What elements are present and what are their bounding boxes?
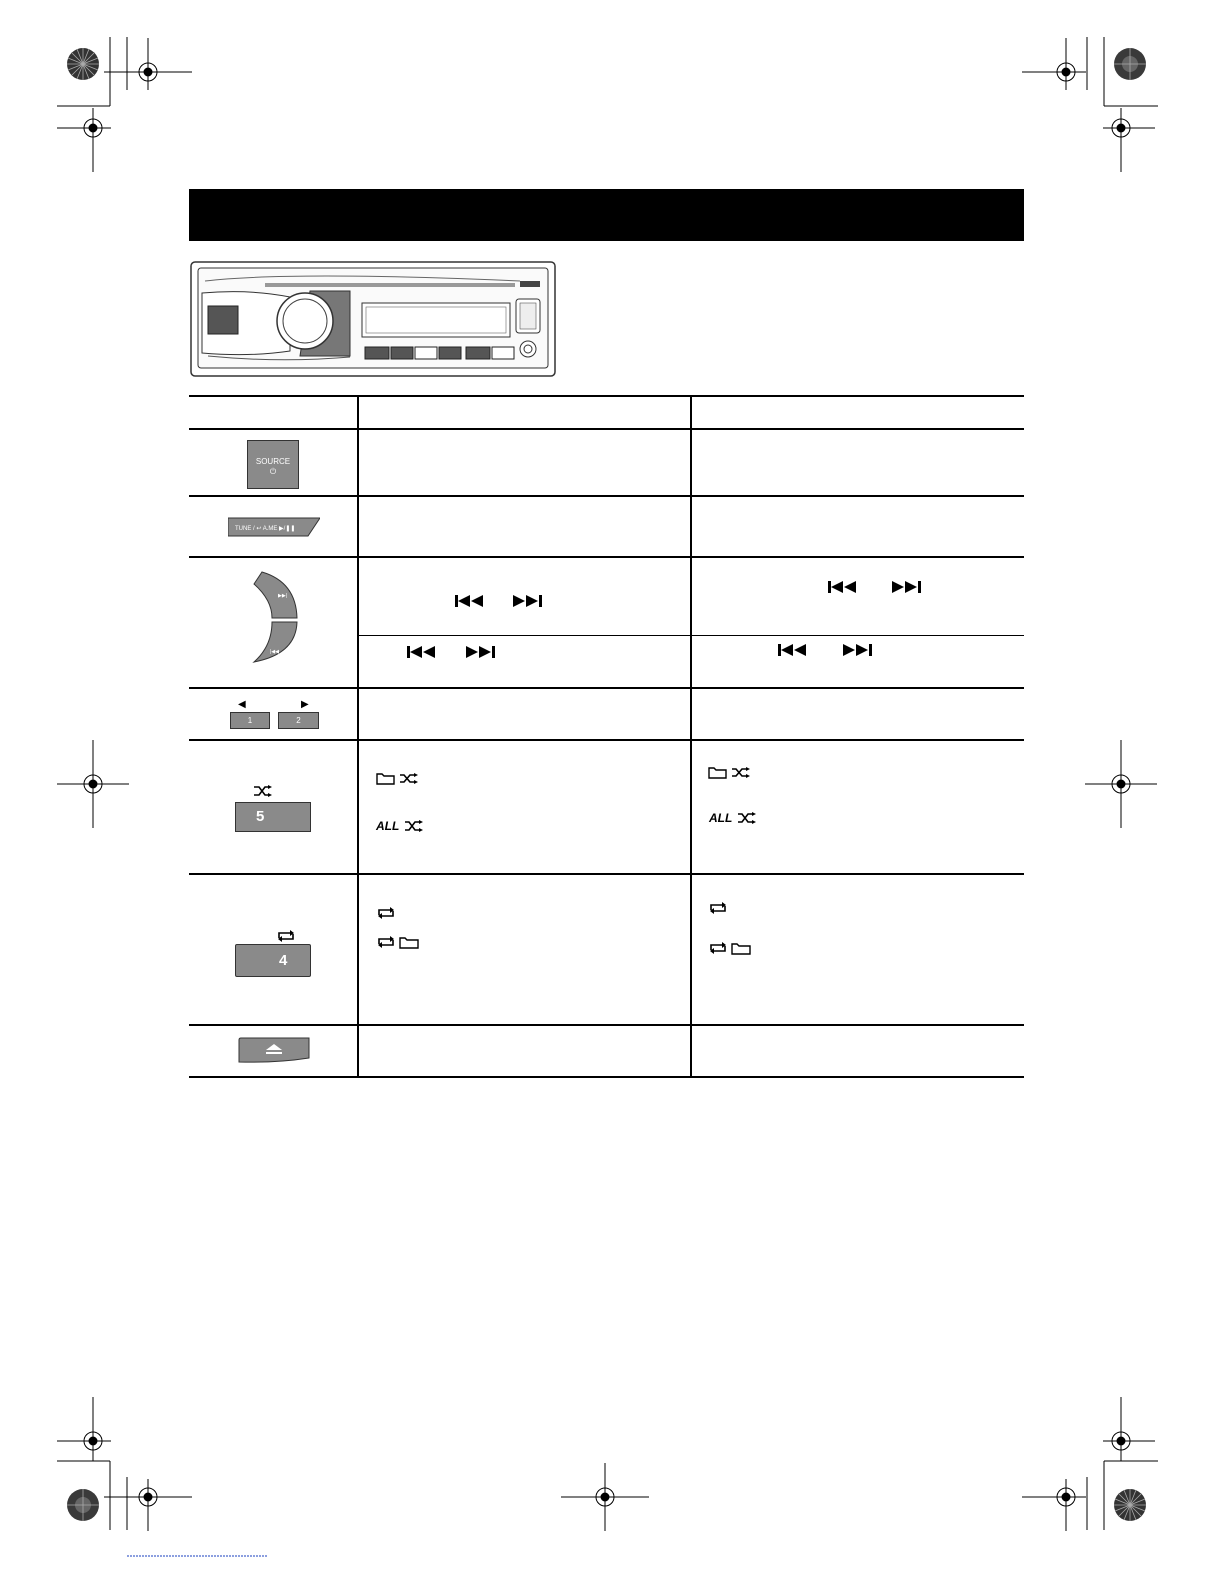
previous-icon bbox=[828, 580, 858, 594]
table-rule bbox=[189, 739, 1024, 741]
preset-2-label: 2 bbox=[296, 716, 301, 725]
repeat-icon bbox=[276, 930, 296, 942]
next-icon bbox=[466, 645, 496, 659]
svg-text:|◀◀: |◀◀ bbox=[270, 649, 279, 655]
shuffle-5-button[interactable] bbox=[235, 802, 311, 832]
previous-icon bbox=[778, 643, 808, 657]
car-stereo-illustration bbox=[190, 261, 556, 377]
next-icon bbox=[843, 643, 873, 657]
shuffle-5-label: 5 bbox=[256, 808, 265, 825]
table-rule bbox=[189, 1024, 1024, 1026]
previous-icon bbox=[407, 645, 437, 659]
next-icon bbox=[513, 594, 543, 608]
previous-icon bbox=[455, 594, 485, 608]
all-shuffle-label: ALL bbox=[709, 811, 733, 825]
shuffle-icon bbox=[738, 812, 758, 824]
repeat-icon bbox=[708, 902, 728, 914]
preset-1-label: 1 bbox=[247, 716, 253, 725]
section-title-bar bbox=[189, 189, 1024, 241]
previous-track-button[interactable] bbox=[254, 622, 297, 662]
svg-text:▶▶|: ▶▶| bbox=[278, 593, 287, 599]
preset-1-arrow: ◀ bbox=[238, 699, 246, 710]
repeat-icon bbox=[376, 907, 396, 919]
repeat-4-label: 4 bbox=[279, 952, 288, 969]
source-label: SOURCE bbox=[255, 457, 291, 466]
tune-button-label: TUNE / ↩ A.ME ▶/❚❚ bbox=[235, 526, 296, 532]
table-rule bbox=[189, 495, 1024, 497]
skip-buttons[interactable] bbox=[250, 570, 300, 664]
repeat-4-button[interactable] bbox=[235, 944, 311, 977]
eject-button[interactable] bbox=[237, 1036, 311, 1064]
table-divider bbox=[357, 395, 359, 1078]
section-title bbox=[189, 204, 205, 226]
shuffle-icon bbox=[254, 785, 272, 797]
preset-1-button[interactable] bbox=[230, 712, 270, 729]
table-rule bbox=[189, 1076, 1024, 1078]
next-icon bbox=[892, 580, 922, 594]
table-rule bbox=[189, 428, 1024, 430]
folder-shuffle-icon bbox=[708, 765, 752, 779]
folder-shuffle-icon bbox=[376, 771, 420, 785]
all-shuffle-label: ALL bbox=[376, 819, 400, 833]
repeat-folder-icon bbox=[376, 935, 422, 949]
next-track-button[interactable] bbox=[254, 572, 297, 618]
table-rule bbox=[189, 556, 1024, 558]
table-rule bbox=[189, 687, 1024, 689]
shuffle-icon bbox=[405, 820, 425, 832]
preset-2-button[interactable] bbox=[278, 712, 319, 729]
repeat-folder-icon bbox=[708, 941, 754, 955]
table-rule bbox=[189, 395, 1024, 397]
table-rule bbox=[189, 873, 1024, 875]
power-icon: ⏻ bbox=[269, 467, 277, 476]
source-power-button[interactable] bbox=[247, 440, 299, 489]
table-divider bbox=[690, 395, 692, 1078]
preset-2-arrow: ▶ bbox=[301, 699, 309, 710]
